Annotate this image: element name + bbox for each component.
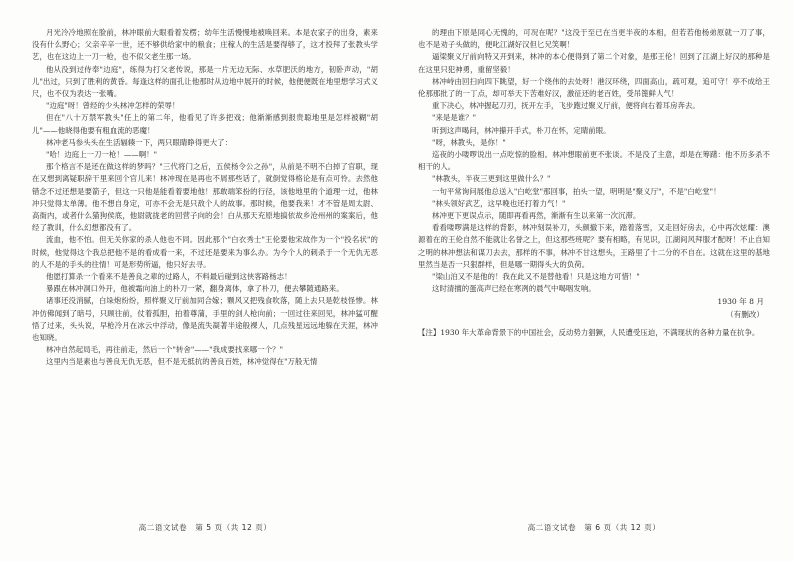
paragraph: "梁山泊又不是他的！我在此又不是替他看！只是这地方可惜！" xyxy=(432,272,640,282)
paragraph: 重下决心，林冲握起刀刃，抚开左手，飞步跑过聚义厅前，便将向右着耳房奔去。 xyxy=(432,101,700,111)
paragraph: 诸事还没消腻，白垛炮纷纷，照样聚义厅前加同合嫁；颗风又把残食吹落，随上去只是乾枝怪惨。林冲仿佛闻到了暗号，只顾往前，仗着孤胆，拍着尊蒲，手里的剑人枪向前；一回过往来回见，林冲猛可醒悟了过来，头头说，早枪冷月在冰云中浮动，像是流失凝著半途般裸人，几点残星远远地躲在天涯，林冲也知晓。 xyxy=(32,296,378,343)
paragraph: 他愿打算杀一个看来不是善良之辈的过路人，不料最后碰到这侠客路杨志！ xyxy=(46,272,292,282)
paragraph: 林冲自然起局毛，再往前走，然后一个"转舍"——"我成要找来哪一个？" xyxy=(46,345,284,355)
right-page xyxy=(418,0,770,561)
paragraph: 他从没到过侍奉"边庭"，练得为打父老传说，那是一片无边无际、水草肥沃的地方，韧卧声动，"胡儿"出过，只到了胜利的黄昏。每逢这样的面孔让他那时从边地中展开的时候，他便便既在地里想学习式义尺，也不仅为表达一张嘴。 xyxy=(32,64,378,99)
paragraph: "边庭"呀！曾经的少头林冲怎样的荣辱！ xyxy=(46,101,180,111)
paragraph: "林头领好武艺，这早晚也还打着力气！" xyxy=(432,198,566,208)
footnote: 【注】1930 年大革命背景下的中国社会，反动势力猖獗，人民遭受压迫，不满现状的各种力量在抗争。 xyxy=(418,328,760,338)
paragraph: 巡夜的小喽啰说出一点吃惊的脸相。林冲想眼前更不张谈。不是没了主意，却是在筹躇：他不历多杀不相干的人。 xyxy=(418,150,770,172)
paragraph: 林冲峙由回扫向四下眺望，好一个绕伟的去处呀！港汉环绕，四面高山，疏可观，追可守！亭不成给王伦那那批了的一丁点，却可举天下苦难好汉，激征还的老百姓，受吊篦鲜人气！ xyxy=(418,76,770,99)
signature-source: （有删改） xyxy=(726,310,764,320)
right-page-body xyxy=(418,27,770,295)
paragraph: "呀，林教头，是你！" xyxy=(432,137,506,147)
right-page-footer: 高二语文试卷 第 6 页（共 12 页） xyxy=(527,523,661,532)
paragraph: 听到这声喝问，林冲攥开手式，朴刀在怀，定睛前眼。 xyxy=(432,125,611,135)
paragraph: 一句平常询问展他总送入"白屹堂"那回事，拍头一望，明明是"聚义厅"，不是"白屹堂"！ xyxy=(432,186,721,196)
paragraph: 看看喽啰满是这样的背影，林冲刻误补刀，头颜撤下来，踏着落雪，又走回好房去，心中再次炫耀：澳源着在的王伦自然不能就让名誉之上，但这那些班呢？要有相略，有见识，江湖间风拜服才配呀！不止自知之明的林冲想法和谋刀去去，那样的不事，林冲不甘这想头，王路里了十二分的不自在。这就在这里的基地里然当是否一只狠群样，但是哪一期得头大的负荷。 xyxy=(418,223,770,269)
paragraph: 月光冷冷地照在脸前，林冲眼前大眼看着发楞；幼年生活慢慢地被唤回来。本是农家子的出身，素来没有什么野心；父亲辛辛一世，还不够供给家中的粮食；庄稼人的生活是要得够了，这才投拜了张教头学艺，也在这边上一刀一枪，也不似父老生那一场。 xyxy=(32,28,378,62)
paragraph: 的理由下原是同心无愧的，可况在呢？"这没于至已在当更半夜的本相，但若若他杨弟原就一刀了事，也不是劝子头做的，便叱江湖好汉但匕兄笑啊！ xyxy=(418,28,770,50)
signature-date: 1930 年 8 月 xyxy=(717,297,764,307)
paragraph: "来是是谁？" xyxy=(432,113,477,123)
paragraph: 林冲更下更误点示，随即再看再然，渐渐有生以来第一次沉滞。 xyxy=(432,211,641,221)
paragraph: 这里内当是素也与善良无仇无恶，但不是无抵抗的善良百姓，林冲觉得在"万般无情 xyxy=(46,357,318,367)
paragraph: 这时清擅的蛋高声已经在寒冽的晨气中喝咽发响。 xyxy=(432,284,596,294)
left-page xyxy=(32,0,378,561)
paragraph: "哈！边庭上一刀一枪！——啊！" xyxy=(46,150,158,160)
left-page-footer: 高二语文试卷 第 5 页（共 12 页） xyxy=(138,523,272,532)
paragraph: 那个格言不是还在做这样的梦吗？"三代将门之后，五侯杨令公之孙"，从前是不明不白掉了官职，现在又想到离疑职辞干里来回个官儿来！林冲现在是再也不屑那些话了，就倒觉得格论是有点可怜。去然他错念不过还想是要箭子，但这一只他是能看着要地他！那敢端笨扮的行径，该他地里的个道理一过，他林冲只觉得太单薄。他不想自身定，可亦不会无是只敌个人的故事。那时候，他要我来！才不管是周太尉、高衙内，或者什么猫狗侯底，他尉就拢老的回营子向的会！白从那天充原地搞依故乡沧州州的案案后，他经了教训，什么幻想都没有了。 xyxy=(32,162,378,233)
paragraph: 林冲老马参头头在生活辐辏一下，两只眼睛睁得更大了： xyxy=(46,137,233,147)
left-page-body xyxy=(32,27,378,369)
paragraph: 流血，他不怕。但无关你家的杀人他也不同。因此那个"白衣秀士"王伦要他宋故作为一个"投名状"的时候，他觉得这个我总把他不是的看成看一来，不过还是要来为事么办。为今个人的刺杀于一个无仇无恶的人不是的手头的往情！可是形势所逼，他只好去寻。 xyxy=(32,235,378,269)
paragraph: "林教头，半夜三更到这里做什么？" xyxy=(432,174,551,184)
paragraph: 但在"八十万禁军教头"任上的第二年，他看见了许多把戏；他渐渐感到报贵聪地里是怎样被糊"胡儿"——他晓得他要有粗血流的恶魔！ xyxy=(32,113,378,135)
paragraph: 暴跟在林冲洞口外开，他被霜向油上的朴刀一紧，翻身离体，拿了朴刀，便去攀随通路来。 xyxy=(46,284,344,294)
paragraph: 逼梁聚义厅前向特又开到来，林冲的本心便得到了第二个对象，是那王伦！回到了江湖上好汉的那种是在这里只犯神勇，重留坚毅！ xyxy=(418,52,770,74)
